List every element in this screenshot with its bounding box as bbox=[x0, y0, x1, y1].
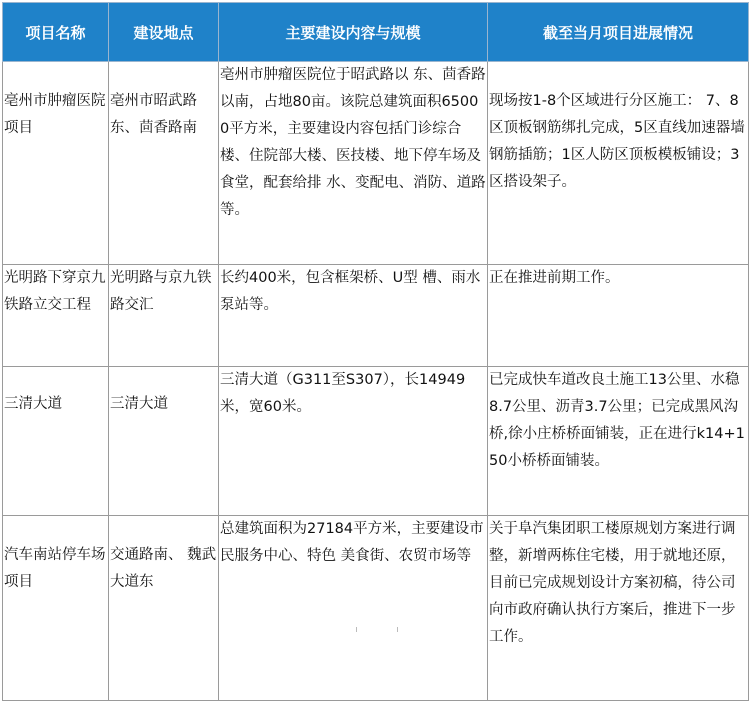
cell-location: 三清大道 bbox=[109, 367, 219, 516]
cell-content: 总建筑面积为27184平方米，主要建设市民服务中心、特色 美食街、农贸市场等 bbox=[219, 516, 488, 701]
cell-location: 光明路与京九铁路交汇 bbox=[109, 265, 219, 367]
table-row bbox=[3, 516, 749, 701]
table-header-row bbox=[3, 3, 749, 62]
cell-content: 长约400米，包含框架桥、U型 槽、雨水泵站等。 bbox=[219, 265, 488, 367]
cell-project-name: 三清大道 bbox=[3, 367, 109, 516]
cell-progress: 已完成快车道改良土施工13公里、水稳8.7公里、沥青3.7公里；已完成黑风沟桥,徐小庄桥桥面铺装，正在进行k14+150小桥桥面铺装。 bbox=[488, 367, 749, 516]
cell-progress: 关于阜汽集团职工楼原规划方案进行调整，新增两栋住宅楼，用于就地还原，目前已完成规划设计方案初稿，待公司向市政府确认执行方案后，推进下一步工作。 bbox=[488, 516, 749, 701]
cell-project-name: 光明路下穿京九铁路立交工程 bbox=[3, 265, 109, 367]
cell-progress: 正在推进前期工作。 bbox=[488, 265, 749, 367]
cell-content: 亳州市肿瘤医院位于昭武路以 东、茴香路以南，占地80亩。该院总建筑面积65000平方米，主要建设内容包括门诊综合楼、住院部大楼、医技楼、地下停车场及食堂，配套给排 水、变配电、消防、道路等。 bbox=[219, 62, 488, 265]
header-project-name: 项目名称 bbox=[3, 3, 109, 62]
table-row bbox=[3, 62, 749, 265]
cell-location: 亳州市昭武路东、茴香路南 bbox=[109, 62, 219, 265]
header-progress: 截至当月项目进展情况 bbox=[488, 3, 749, 62]
header-location: 建设地点 bbox=[109, 3, 219, 62]
project-progress-table bbox=[2, 2, 749, 701]
cell-location: 交通路南、 魏武大道东 bbox=[109, 516, 219, 701]
cell-project-name: 亳州市肿瘤医院项目 bbox=[3, 62, 109, 265]
page-edge-marker bbox=[356, 627, 398, 632]
cell-progress: 现场按1-8个区域进行分区施工： 7、8区顶板钢筋绑扎完成，5区直线加速器墙钢筋插筋；1区人防区顶板模板铺设；3区搭设架子。 bbox=[488, 62, 749, 265]
cell-content: 三清大道（G311至S307），长14949米，宽60米。 bbox=[219, 367, 488, 516]
cell-project-name: 汽车南站停车场项目 bbox=[3, 516, 109, 701]
header-content-scale: 主要建设内容与规模 bbox=[219, 3, 488, 62]
table-row bbox=[3, 265, 749, 367]
table-row bbox=[3, 367, 749, 516]
